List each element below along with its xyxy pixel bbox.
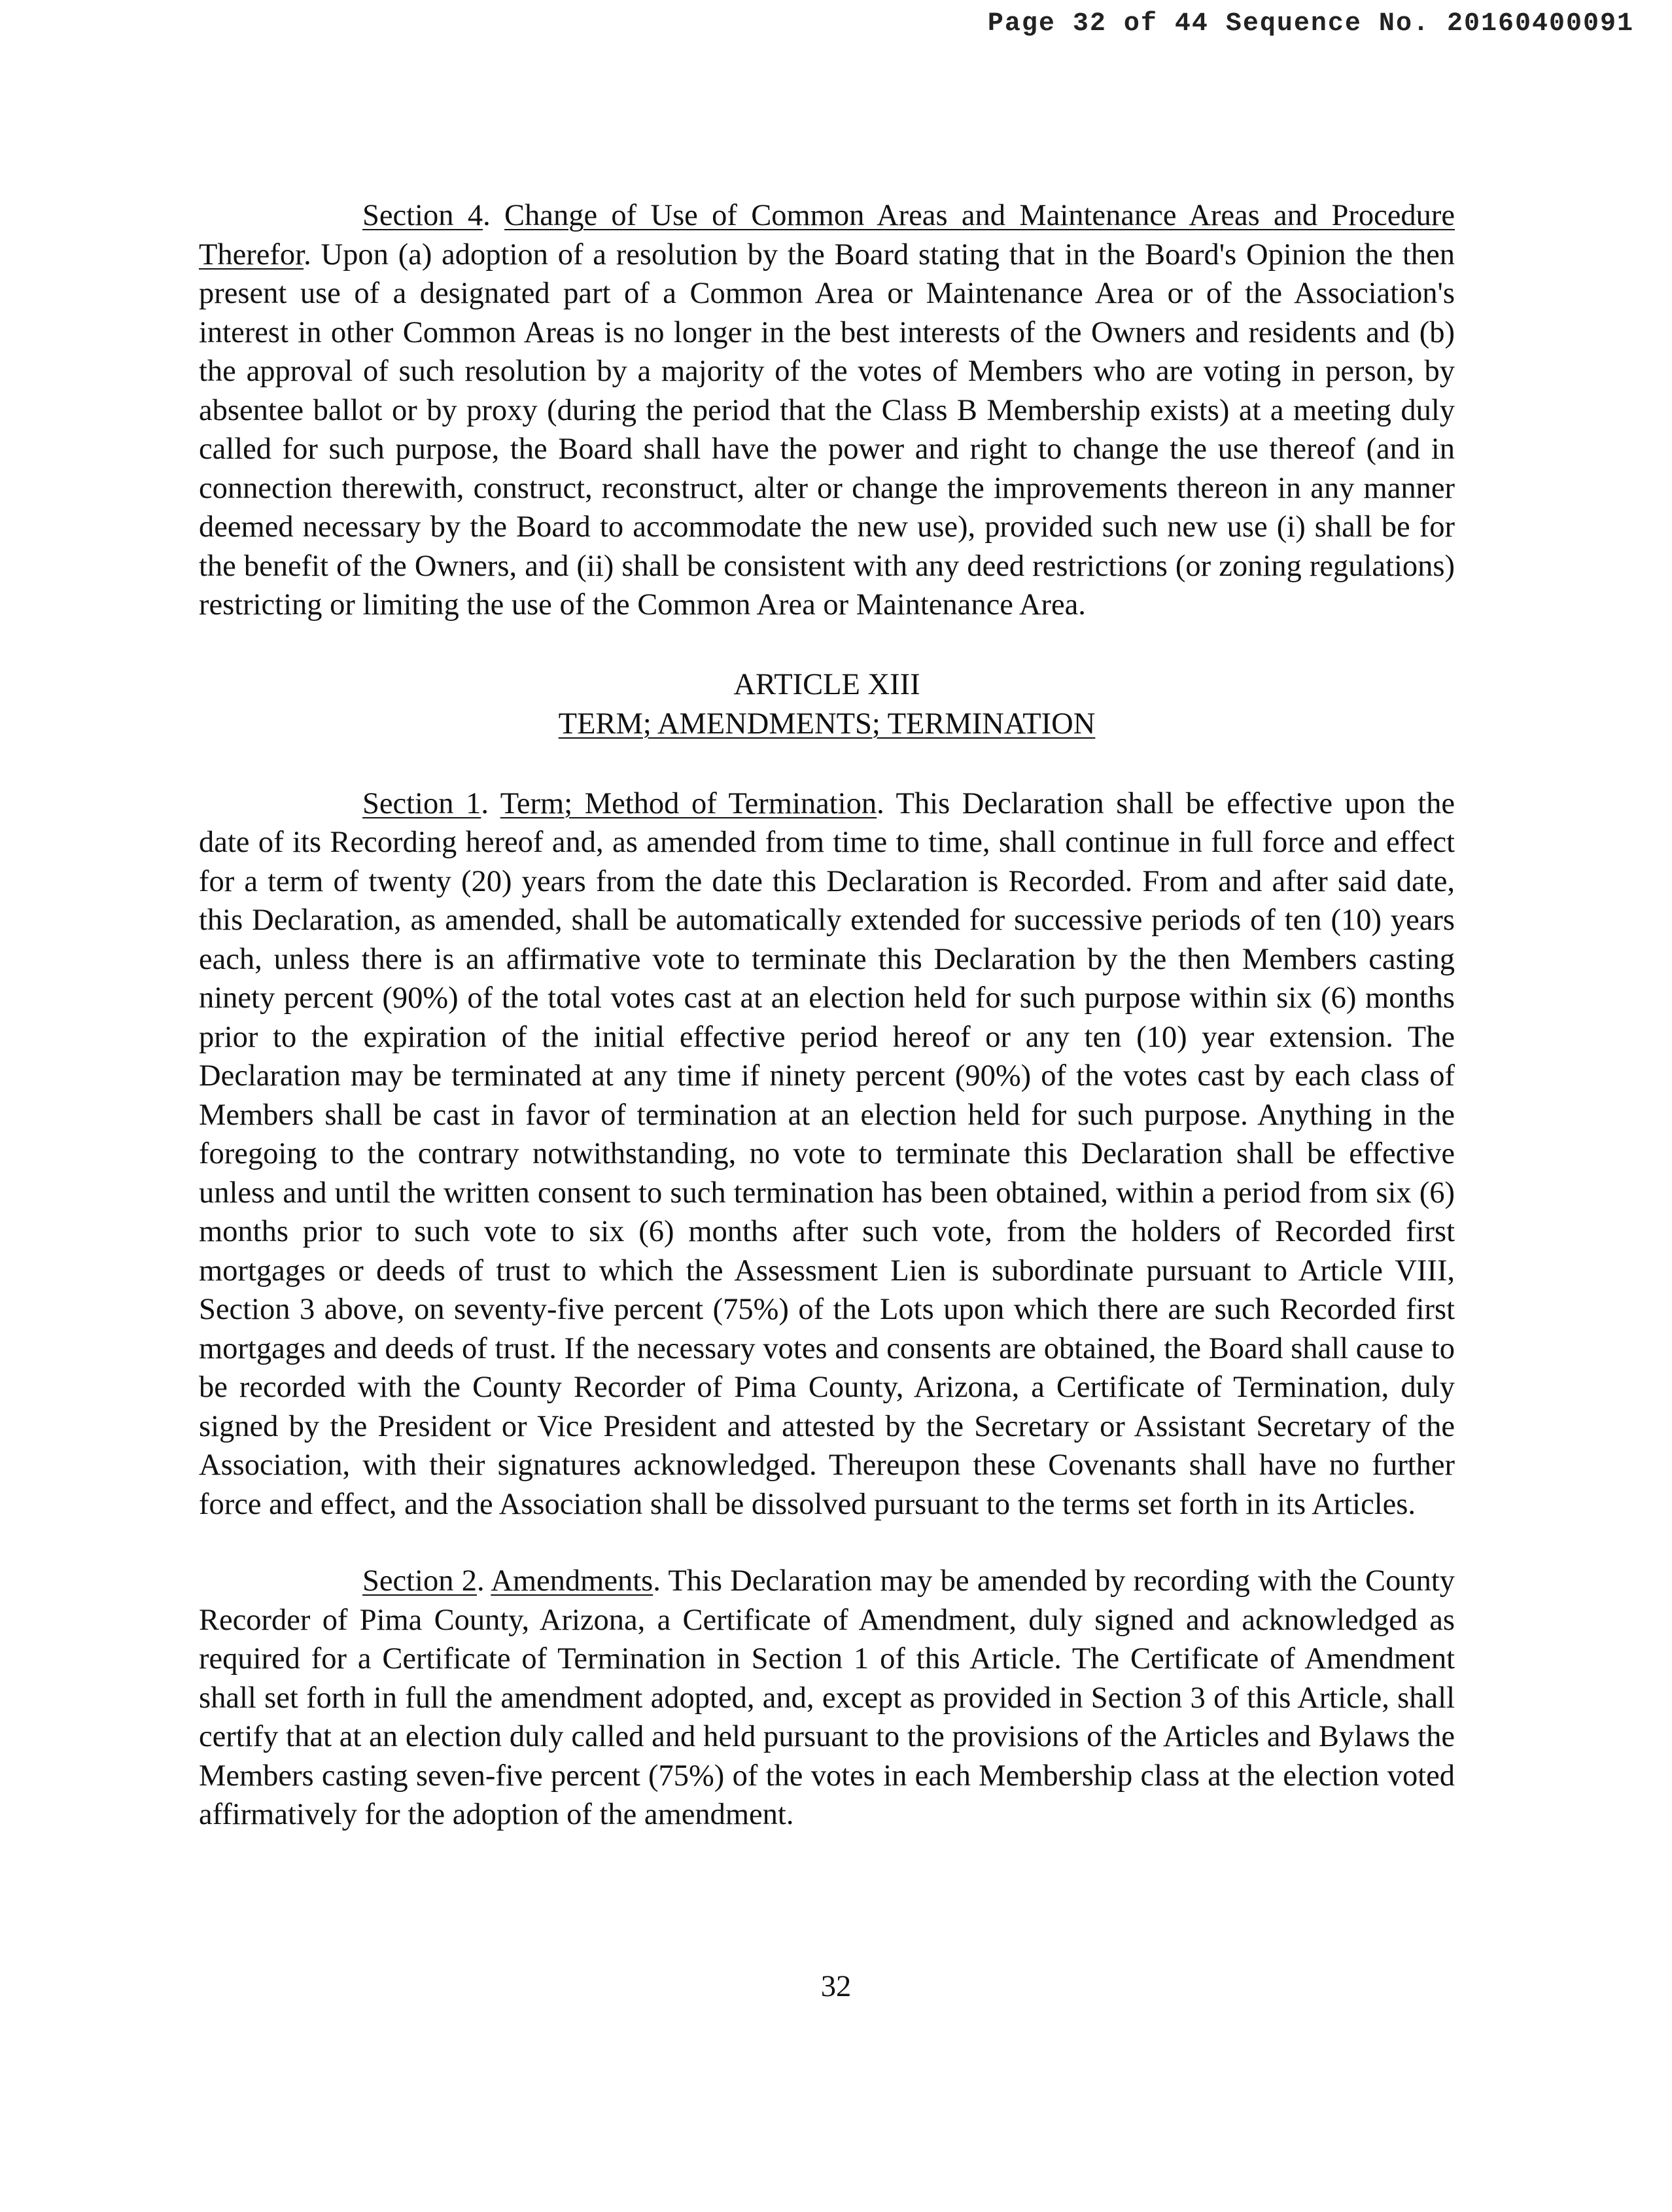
article-title: TERM; AMENDMENTS; TERMINATION bbox=[558, 707, 1096, 741]
section-4-title: Change of Use of Common Areas and Maintenance Areas and Procedure Therefor bbox=[199, 199, 1455, 272]
section-2-paragraph: Section 2. Amendments. This Declaration may be amended by recording with the County Recorder of Pima County, Arizona, a Certificate of Amendment, duly signed and acknowledged as required for a Certificate of Termination in Section 1 of this Article. The Certificate of Amendment shall set forth in full the amendment adopted, and, except as provided in Section 3 of this Article, shall certify that at an election duly called and held pursuant to the provisions of the Articles and Bylaws the Members casting seven-five percent (75%) of the votes in each Membership class at the election voted affirmatively for the adoption of the amendment. bbox=[199, 1564, 1455, 1831]
section-1-body: This Declaration shall be effective upon the date of its Recording hereof and, as amended from time to time, shall continue in full force and effect for a term of twenty (20) years from the date this Declaration is Recorded. From and after said date, this Declaration, as amended, shall be automatically extended for successive periods of ten (10) years each, unless there is an affirmative vote to terminate this Declaration by the then Members casting ninety percent (90%) of the total votes cast at an election held for such purpose within six (6) months prior to the expiration of the initial effective period hereof or any ten (10) year extension. The Declaration may be terminated at any time if ninety percent (90%) of the votes cast by each class of Members shall be cast in favor of termination at an election held for such purpose. Anything in the foregoing to the contrary notwithstanding, no vote to terminate this Declaration shall be effective unless and until the written consent to such termination has been obtained, within a period from six (6) months prior to such vote to six (6) months after such vote, from the holders of Recorded first mortgages or deeds of trust to which the Assessment Lien is subordinate pursuant to Article VIII, Section 3 above, on seventy-five percent (75%) of the Lots upon which there are such Recorded first mortgages and deeds of trust. If the necessary votes and consents are obtained, the Board shall cause to be recorded with the County Recorder of Pima County, Arizona, a Certificate of Termination, duly signed by the President or Vice President and attested by the Secretary or Assistant Secretary of the Association, with their signatures acknowledged. Thereupon these Covenants shall have no further force and effect, and the Association shall be dissolved pursuant to the terms set forth in its Articles. bbox=[199, 786, 1455, 1521]
page-sequence-header: Page 32 of 44 Sequence No. 20160400091 bbox=[987, 9, 1634, 39]
section-2-body: This Declaration may be amended by recording with the County Recorder of Pima County, Arizona, a Certificate of Amendment, duly signed and acknowledged as required for a Certificate of Termination in Section 1 of this Article. The Certificate of Amendment shall set forth in full the amendment adopted, and, except as provided in Section 3 of this Article, shall certify that at an election duly called and held pursuant to the provisions of the Articles and Bylaws the Members casting seven-five percent (75%) of the votes in each Membership class at the election voted affirmatively for the adoption of the amendment. bbox=[199, 1564, 1455, 1831]
section-2-label: Section 2 bbox=[362, 1564, 477, 1598]
page-number: 32 bbox=[820, 1970, 852, 2003]
section-1-label: Section 1 bbox=[362, 786, 481, 820]
section-4-body: Upon (a) adoption of a resolution by the Board stating that in the Board's Opinion the then present use of a designated part of a Common Area or Maintenance Area or of the Association's interest in other Common Areas is no longer in the best interests of the Owners and residents and (b) the approval of such resolution by a majority of the votes of Members who are voting in person, by absentee ballot or by proxy (during the period that the Class B Membership exists) at a meeting duly called for such purpose, the Board shall have the power and right to change the use thereof (and in connection therewith, construct, reconstruct, alter or change the improvements thereon in any manner deemed necessary by the Board to accommodate the new use), provided such new use (i) shall be for the benefit of the Owners, and (ii) shall be consistent with any deed restrictions (or zoning regulations) restricting or limiting the use of the Common Area or Maintenance Area. bbox=[199, 237, 1455, 622]
section-4-label: Section 4 bbox=[362, 199, 483, 232]
document-page bbox=[199, 196, 1455, 1835]
section-1-paragraph: Section 1. Term; Method of Termination. This Declaration shall be effective upon the date of its Recording hereof and, as amended from time to time, shall continue in full force and effect for a term of twenty (20) years from the date this Declaration is Recorded. From and after said date, this Declaration, as amended, shall be automatically extended for successive periods of ten (10) years each, unless there is an affirmative vote to terminate this Declaration by the then Members casting ninety percent (90%) of the total votes cast at an election held for such purpose within six (6) months prior to the expiration of the initial effective period hereof or any ten (10) year extension. The Declaration may be terminated at any time if ninety percent (90%) of the votes cast by each class of Members shall be cast in favor of termination at an election held for such purpose. Anything in the foregoing to the contrary notwithstanding, no vote to terminate this Declaration shall be effective unless and until the written consent to such termination has been obtained, within a period from six (6) months prior to such vote to six (6) months after such vote, from the holders of Recorded first mortgages or deeds of trust to which the Assessment Lien is subordinate pursuant to Article VIII, Section 3 above, on seventy-five percent (75%) of the Lots upon which there are such Recorded first mortgages and deeds of trust. If the necessary votes and consents are obtained, the Board shall cause to be recorded with the County Recorder of Pima County, Arizona, a Certificate of Termination, duly signed by the President or Vice President and attested by the Secretary or Assistant Secretary of the Association, with their signatures acknowledged. Thereupon these Covenants shall have no further force and effect, and the Association shall be dissolved pursuant to the terms set forth in its Articles. bbox=[199, 786, 1455, 1521]
paragraph-spacer bbox=[199, 1524, 1455, 1562]
section-4-paragraph: Section 4. Change of Use of Common Areas and Maintenance Areas and Procedure Therefor. Upon (a) adoption of a resolution by the Board stating that in the Board's Opinion the then present use of a designated part of a Common Area or Maintenance Area or of the Association's interest in other Common Areas is no longer in the best interests of the Owners and residents and (b) the approval of such resolution by a majority of the votes of Members who are voting in person, by absentee ballot or by proxy (during the period that the Class B Membership exists) at a meeting duly called for such purpose, the Board shall have the power and right to change the use thereof (and in connection therewith, construct, reconstruct, alter or change the improvements thereon in any manner deemed necessary by the Board to accommodate the new use), provided such new use (i) shall be for the benefit of the Owners, and (ii) shall be consistent with any deed restrictions (or zoning regulations) restricting or limiting the use of the Common Area or Maintenance Area. bbox=[199, 199, 1455, 622]
section-1-title: Term; Method of Termination bbox=[500, 786, 877, 820]
section-2-title: Amendments bbox=[491, 1564, 653, 1598]
article-heading bbox=[199, 665, 1455, 744]
article-number: ARTICLE XIII bbox=[733, 667, 920, 701]
